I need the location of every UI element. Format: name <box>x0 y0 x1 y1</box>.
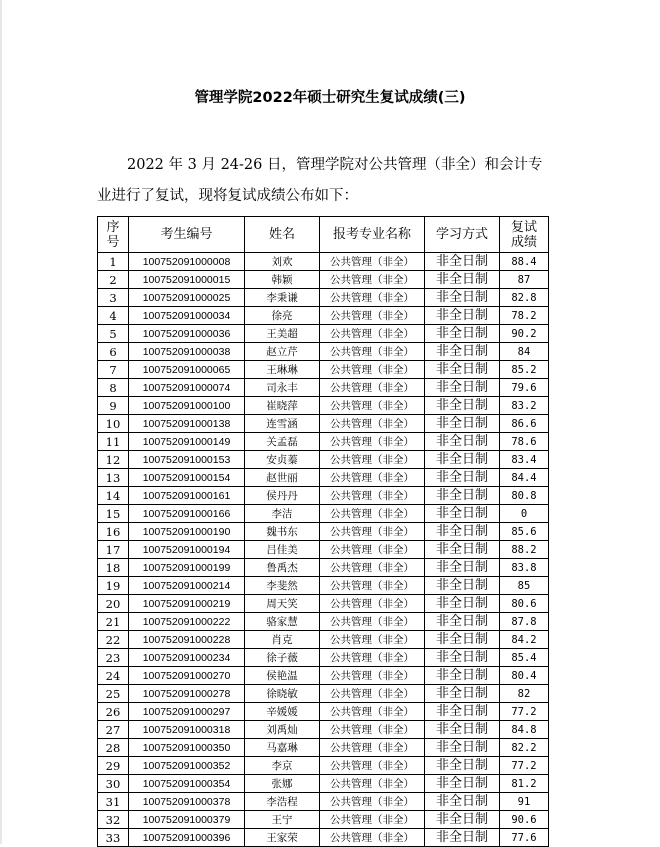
retest-score: 78.6 <box>500 433 549 451</box>
retest-score: 80.8 <box>500 487 549 505</box>
major-name: 公共管理（非全） <box>320 739 425 757</box>
table-row <box>98 739 549 757</box>
candidate-name: 赵世丽 <box>245 469 320 487</box>
row-number: 26 <box>98 703 129 721</box>
major-name: 公共管理（非全） <box>320 379 425 397</box>
major-name: 公共管理（非全） <box>320 703 425 721</box>
retest-score: 82.2 <box>500 739 549 757</box>
candidate-id: 100752091000190 <box>129 523 245 541</box>
study-mode: 非全日制 <box>425 469 500 487</box>
row-number: 5 <box>98 325 129 343</box>
major-name: 公共管理（非全） <box>320 793 425 811</box>
retest-score: 82 <box>500 685 549 703</box>
candidate-name: 王琳琳 <box>245 361 320 379</box>
study-mode: 非全日制 <box>425 739 500 757</box>
major-name: 公共管理（非全） <box>320 811 425 829</box>
retest-score: 90.2 <box>500 325 549 343</box>
candidate-id: 100752091000297 <box>129 703 245 721</box>
study-mode: 非全日制 <box>425 523 500 541</box>
row-number: 7 <box>98 361 129 379</box>
candidate-id: 100752091000352 <box>129 757 245 775</box>
major-name: 公共管理（非全） <box>320 397 425 415</box>
candidate-name: 徐子薇 <box>245 649 320 667</box>
candidate-name: 刘禹灿 <box>245 721 320 739</box>
major-name: 公共管理（非全） <box>320 487 425 505</box>
row-number: 24 <box>98 667 129 685</box>
candidate-id: 100752091000065 <box>129 361 245 379</box>
row-number: 8 <box>98 379 129 397</box>
candidate-id: 100752091000154 <box>129 469 245 487</box>
candidate-name: 鲁禹杰 <box>245 559 320 577</box>
score-table <box>97 216 549 847</box>
row-number: 1 <box>98 253 129 271</box>
row-number: 13 <box>98 469 129 487</box>
candidate-id: 100752091000034 <box>129 307 245 325</box>
header-major: 报考专业名称 <box>320 217 425 253</box>
candidate-id: 100752091000214 <box>129 577 245 595</box>
retest-score: 88.4 <box>500 253 549 271</box>
candidate-id: 100752091000161 <box>129 487 245 505</box>
candidate-id: 100752091000149 <box>129 433 245 451</box>
row-number: 30 <box>98 775 129 793</box>
study-mode: 非全日制 <box>425 559 500 577</box>
header-mode: 学习方式 <box>425 217 500 253</box>
header-id: 考生编号 <box>129 217 245 253</box>
retest-score: 79.6 <box>500 379 549 397</box>
row-number: 29 <box>98 757 129 775</box>
candidate-id: 100752091000074 <box>129 379 245 397</box>
table-row <box>98 469 549 487</box>
retest-score: 84 <box>500 343 549 361</box>
table-row <box>98 397 549 415</box>
retest-score: 78.2 <box>500 307 549 325</box>
study-mode: 非全日制 <box>425 631 500 649</box>
candidate-name: 侯艳温 <box>245 667 320 685</box>
table-header-row <box>98 217 549 253</box>
retest-score: 77.6 <box>500 829 549 847</box>
study-mode: 非全日制 <box>425 343 500 361</box>
major-name: 公共管理（非全） <box>320 469 425 487</box>
study-mode: 非全日制 <box>425 811 500 829</box>
document-title: 管理学院2022年硕士研究生复试成绩(三) <box>194 90 466 106</box>
row-number: 22 <box>98 631 129 649</box>
study-mode: 非全日制 <box>425 757 500 775</box>
row-number: 19 <box>98 577 129 595</box>
intro-paragraph <box>97 150 597 212</box>
study-mode: 非全日制 <box>425 505 500 523</box>
study-mode: 非全日制 <box>425 415 500 433</box>
candidate-id: 100752091000025 <box>129 289 245 307</box>
major-name: 公共管理（非全） <box>320 667 425 685</box>
table-row <box>98 703 549 721</box>
retest-score: 82.8 <box>500 289 549 307</box>
major-name: 公共管理（非全） <box>320 631 425 649</box>
study-mode: 非全日制 <box>425 397 500 415</box>
table-row <box>98 793 549 811</box>
candidate-id: 100752091000228 <box>129 631 245 649</box>
table-row <box>98 487 549 505</box>
major-name: 公共管理（非全） <box>320 613 425 631</box>
study-mode: 非全日制 <box>425 271 500 289</box>
major-name: 公共管理（非全） <box>320 433 425 451</box>
candidate-name: 关孟磊 <box>245 433 320 451</box>
candidate-name: 崔晓萍 <box>245 397 320 415</box>
study-mode: 非全日制 <box>425 307 500 325</box>
row-number: 16 <box>98 523 129 541</box>
retest-score: 77.2 <box>500 757 549 775</box>
major-name: 公共管理（非全） <box>320 649 425 667</box>
table-row <box>98 415 549 433</box>
major-name: 公共管理（非全） <box>320 577 425 595</box>
study-mode: 非全日制 <box>425 613 500 631</box>
candidate-name: 刘欢 <box>245 253 320 271</box>
candidate-name: 徐晓敏 <box>245 685 320 703</box>
candidate-name: 韩颖 <box>245 271 320 289</box>
candidate-name: 马嘉琳 <box>245 739 320 757</box>
retest-score: 88.2 <box>500 541 549 559</box>
study-mode: 非全日制 <box>425 793 500 811</box>
candidate-id: 100752091000396 <box>129 829 245 847</box>
intro-line-2: 业进行了复试，现将复试成绩公布如下： <box>97 188 358 204</box>
major-name: 公共管理（非全） <box>320 307 425 325</box>
candidate-name: 周天笑 <box>245 595 320 613</box>
study-mode: 非全日制 <box>425 667 500 685</box>
retest-score: 84.8 <box>500 721 549 739</box>
retest-score: 86.6 <box>500 415 549 433</box>
table-row <box>98 271 549 289</box>
row-number: 23 <box>98 649 129 667</box>
row-number: 17 <box>98 541 129 559</box>
candidate-name: 李洁 <box>245 505 320 523</box>
retest-score: 0 <box>500 505 549 523</box>
table-row <box>98 631 549 649</box>
candidate-id: 100752091000199 <box>129 559 245 577</box>
candidate-name: 吕佳美 <box>245 541 320 559</box>
major-name: 公共管理（非全） <box>320 271 425 289</box>
candidate-id: 100752091000100 <box>129 397 245 415</box>
candidate-name: 李浩程 <box>245 793 320 811</box>
row-number: 3 <box>98 289 129 307</box>
table-row <box>98 559 549 577</box>
candidate-name: 司永丰 <box>245 379 320 397</box>
major-name: 公共管理（非全） <box>320 361 425 379</box>
study-mode: 非全日制 <box>425 289 500 307</box>
candidate-name: 李京 <box>245 757 320 775</box>
study-mode: 非全日制 <box>425 487 500 505</box>
study-mode: 非全日制 <box>425 361 500 379</box>
intro-line-1: 2022 年 3 月 24-26 日，管理学院对公共管理（非全）和会计专 <box>127 157 543 173</box>
major-name: 公共管理（非全） <box>320 775 425 793</box>
table-row <box>98 613 549 631</box>
retest-score: 87.8 <box>500 613 549 631</box>
table-row <box>98 325 549 343</box>
candidate-name: 辛媛媛 <box>245 703 320 721</box>
retest-score: 83.8 <box>500 559 549 577</box>
major-name: 公共管理（非全） <box>320 253 425 271</box>
major-name: 公共管理（非全） <box>320 451 425 469</box>
retest-score: 85 <box>500 577 549 595</box>
row-number: 4 <box>98 307 129 325</box>
study-mode: 非全日制 <box>425 577 500 595</box>
row-number: 12 <box>98 451 129 469</box>
study-mode: 非全日制 <box>425 829 500 847</box>
retest-score: 85.6 <box>500 523 549 541</box>
table-row <box>98 307 549 325</box>
table-row <box>98 757 549 775</box>
row-number: 21 <box>98 613 129 631</box>
row-number: 11 <box>98 433 129 451</box>
candidate-name: 李斐然 <box>245 577 320 595</box>
candidate-name: 魏书东 <box>245 523 320 541</box>
candidate-id: 100752091000318 <box>129 721 245 739</box>
retest-score: 80.4 <box>500 667 549 685</box>
retest-score: 91 <box>500 793 549 811</box>
candidate-id: 100752091000234 <box>129 649 245 667</box>
table-row <box>98 343 549 361</box>
row-number: 33 <box>98 829 129 847</box>
page-edge <box>0 0 2 844</box>
header-no: 序 号 <box>98 217 129 253</box>
candidate-name: 骆家慧 <box>245 613 320 631</box>
retest-score: 85.2 <box>500 361 549 379</box>
row-number: 20 <box>98 595 129 613</box>
row-number: 15 <box>98 505 129 523</box>
study-mode: 非全日制 <box>425 775 500 793</box>
study-mode: 非全日制 <box>425 451 500 469</box>
table-row <box>98 505 549 523</box>
table-row <box>98 289 549 307</box>
candidate-name: 徐亮 <box>245 307 320 325</box>
study-mode: 非全日制 <box>425 721 500 739</box>
candidate-name: 李秉谦 <box>245 289 320 307</box>
retest-score: 80.6 <box>500 595 549 613</box>
candidate-name: 连雪涵 <box>245 415 320 433</box>
retest-score: 83.4 <box>500 451 549 469</box>
row-number: 10 <box>98 415 129 433</box>
row-number: 32 <box>98 811 129 829</box>
row-number: 31 <box>98 793 129 811</box>
candidate-name: 张娜 <box>245 775 320 793</box>
retest-score: 77.2 <box>500 703 549 721</box>
row-number: 14 <box>98 487 129 505</box>
table-row <box>98 775 549 793</box>
major-name: 公共管理（非全） <box>320 559 425 577</box>
candidate-name: 王家荣 <box>245 829 320 847</box>
major-name: 公共管理（非全） <box>320 325 425 343</box>
table-row <box>98 649 549 667</box>
table-row <box>98 433 549 451</box>
candidate-id: 100752091000354 <box>129 775 245 793</box>
row-number: 2 <box>98 271 129 289</box>
major-name: 公共管理（非全） <box>320 829 425 847</box>
candidate-name: 肖克 <box>245 631 320 649</box>
candidate-id: 100752091000270 <box>129 667 245 685</box>
table-row <box>98 361 549 379</box>
major-name: 公共管理（非全） <box>320 595 425 613</box>
candidate-name: 赵立芹 <box>245 343 320 361</box>
row-number: 6 <box>98 343 129 361</box>
retest-score: 83.2 <box>500 397 549 415</box>
retest-score: 90.6 <box>500 811 549 829</box>
retest-score: 81.2 <box>500 775 549 793</box>
candidate-name: 侯丹丹 <box>245 487 320 505</box>
study-mode: 非全日制 <box>425 703 500 721</box>
study-mode: 非全日制 <box>425 649 500 667</box>
table-row <box>98 523 549 541</box>
study-mode: 非全日制 <box>425 595 500 613</box>
candidate-id: 100752091000194 <box>129 541 245 559</box>
major-name: 公共管理（非全） <box>320 505 425 523</box>
candidate-id: 100752091000278 <box>129 685 245 703</box>
table-row <box>98 685 549 703</box>
row-number: 27 <box>98 721 129 739</box>
retest-score: 87 <box>500 271 549 289</box>
candidate-id: 100752091000153 <box>129 451 245 469</box>
candidate-name: 安贞蓁 <box>245 451 320 469</box>
table-row <box>98 721 549 739</box>
major-name: 公共管理（非全） <box>320 721 425 739</box>
candidate-name: 王美超 <box>245 325 320 343</box>
candidate-id: 100752091000036 <box>129 325 245 343</box>
retest-score: 85.4 <box>500 649 549 667</box>
header-name: 姓名 <box>245 217 320 253</box>
major-name: 公共管理（非全） <box>320 415 425 433</box>
row-number: 25 <box>98 685 129 703</box>
study-mode: 非全日制 <box>425 541 500 559</box>
candidate-id: 100752091000008 <box>129 253 245 271</box>
row-number: 9 <box>98 397 129 415</box>
table-row <box>98 667 549 685</box>
retest-score: 84.4 <box>500 469 549 487</box>
major-name: 公共管理（非全） <box>320 343 425 361</box>
study-mode: 非全日制 <box>425 685 500 703</box>
candidate-id: 100752091000038 <box>129 343 245 361</box>
table-row <box>98 379 549 397</box>
candidate-name: 王宁 <box>245 811 320 829</box>
candidate-id: 100752091000379 <box>129 811 245 829</box>
row-number: 28 <box>98 739 129 757</box>
candidate-id: 100752091000166 <box>129 505 245 523</box>
table-row <box>98 811 549 829</box>
candidate-id: 100752091000222 <box>129 613 245 631</box>
header-score: 复试 成绩 <box>500 217 549 253</box>
major-name: 公共管理（非全） <box>320 757 425 775</box>
study-mode: 非全日制 <box>425 325 500 343</box>
study-mode: 非全日制 <box>425 379 500 397</box>
major-name: 公共管理（非全） <box>320 523 425 541</box>
candidate-id: 100752091000350 <box>129 739 245 757</box>
table-row <box>98 577 549 595</box>
candidate-id: 100752091000219 <box>129 595 245 613</box>
table-row <box>98 541 549 559</box>
candidate-id: 100752091000378 <box>129 793 245 811</box>
table-row <box>98 451 549 469</box>
candidate-id: 100752091000015 <box>129 271 245 289</box>
retest-score: 84.2 <box>500 631 549 649</box>
major-name: 公共管理（非全） <box>320 685 425 703</box>
study-mode: 非全日制 <box>425 433 500 451</box>
table-row <box>98 253 549 271</box>
major-name: 公共管理（非全） <box>320 289 425 307</box>
row-number: 18 <box>98 559 129 577</box>
major-name: 公共管理（非全） <box>320 541 425 559</box>
table-row <box>98 595 549 613</box>
candidate-id: 100752091000138 <box>129 415 245 433</box>
study-mode: 非全日制 <box>425 253 500 271</box>
